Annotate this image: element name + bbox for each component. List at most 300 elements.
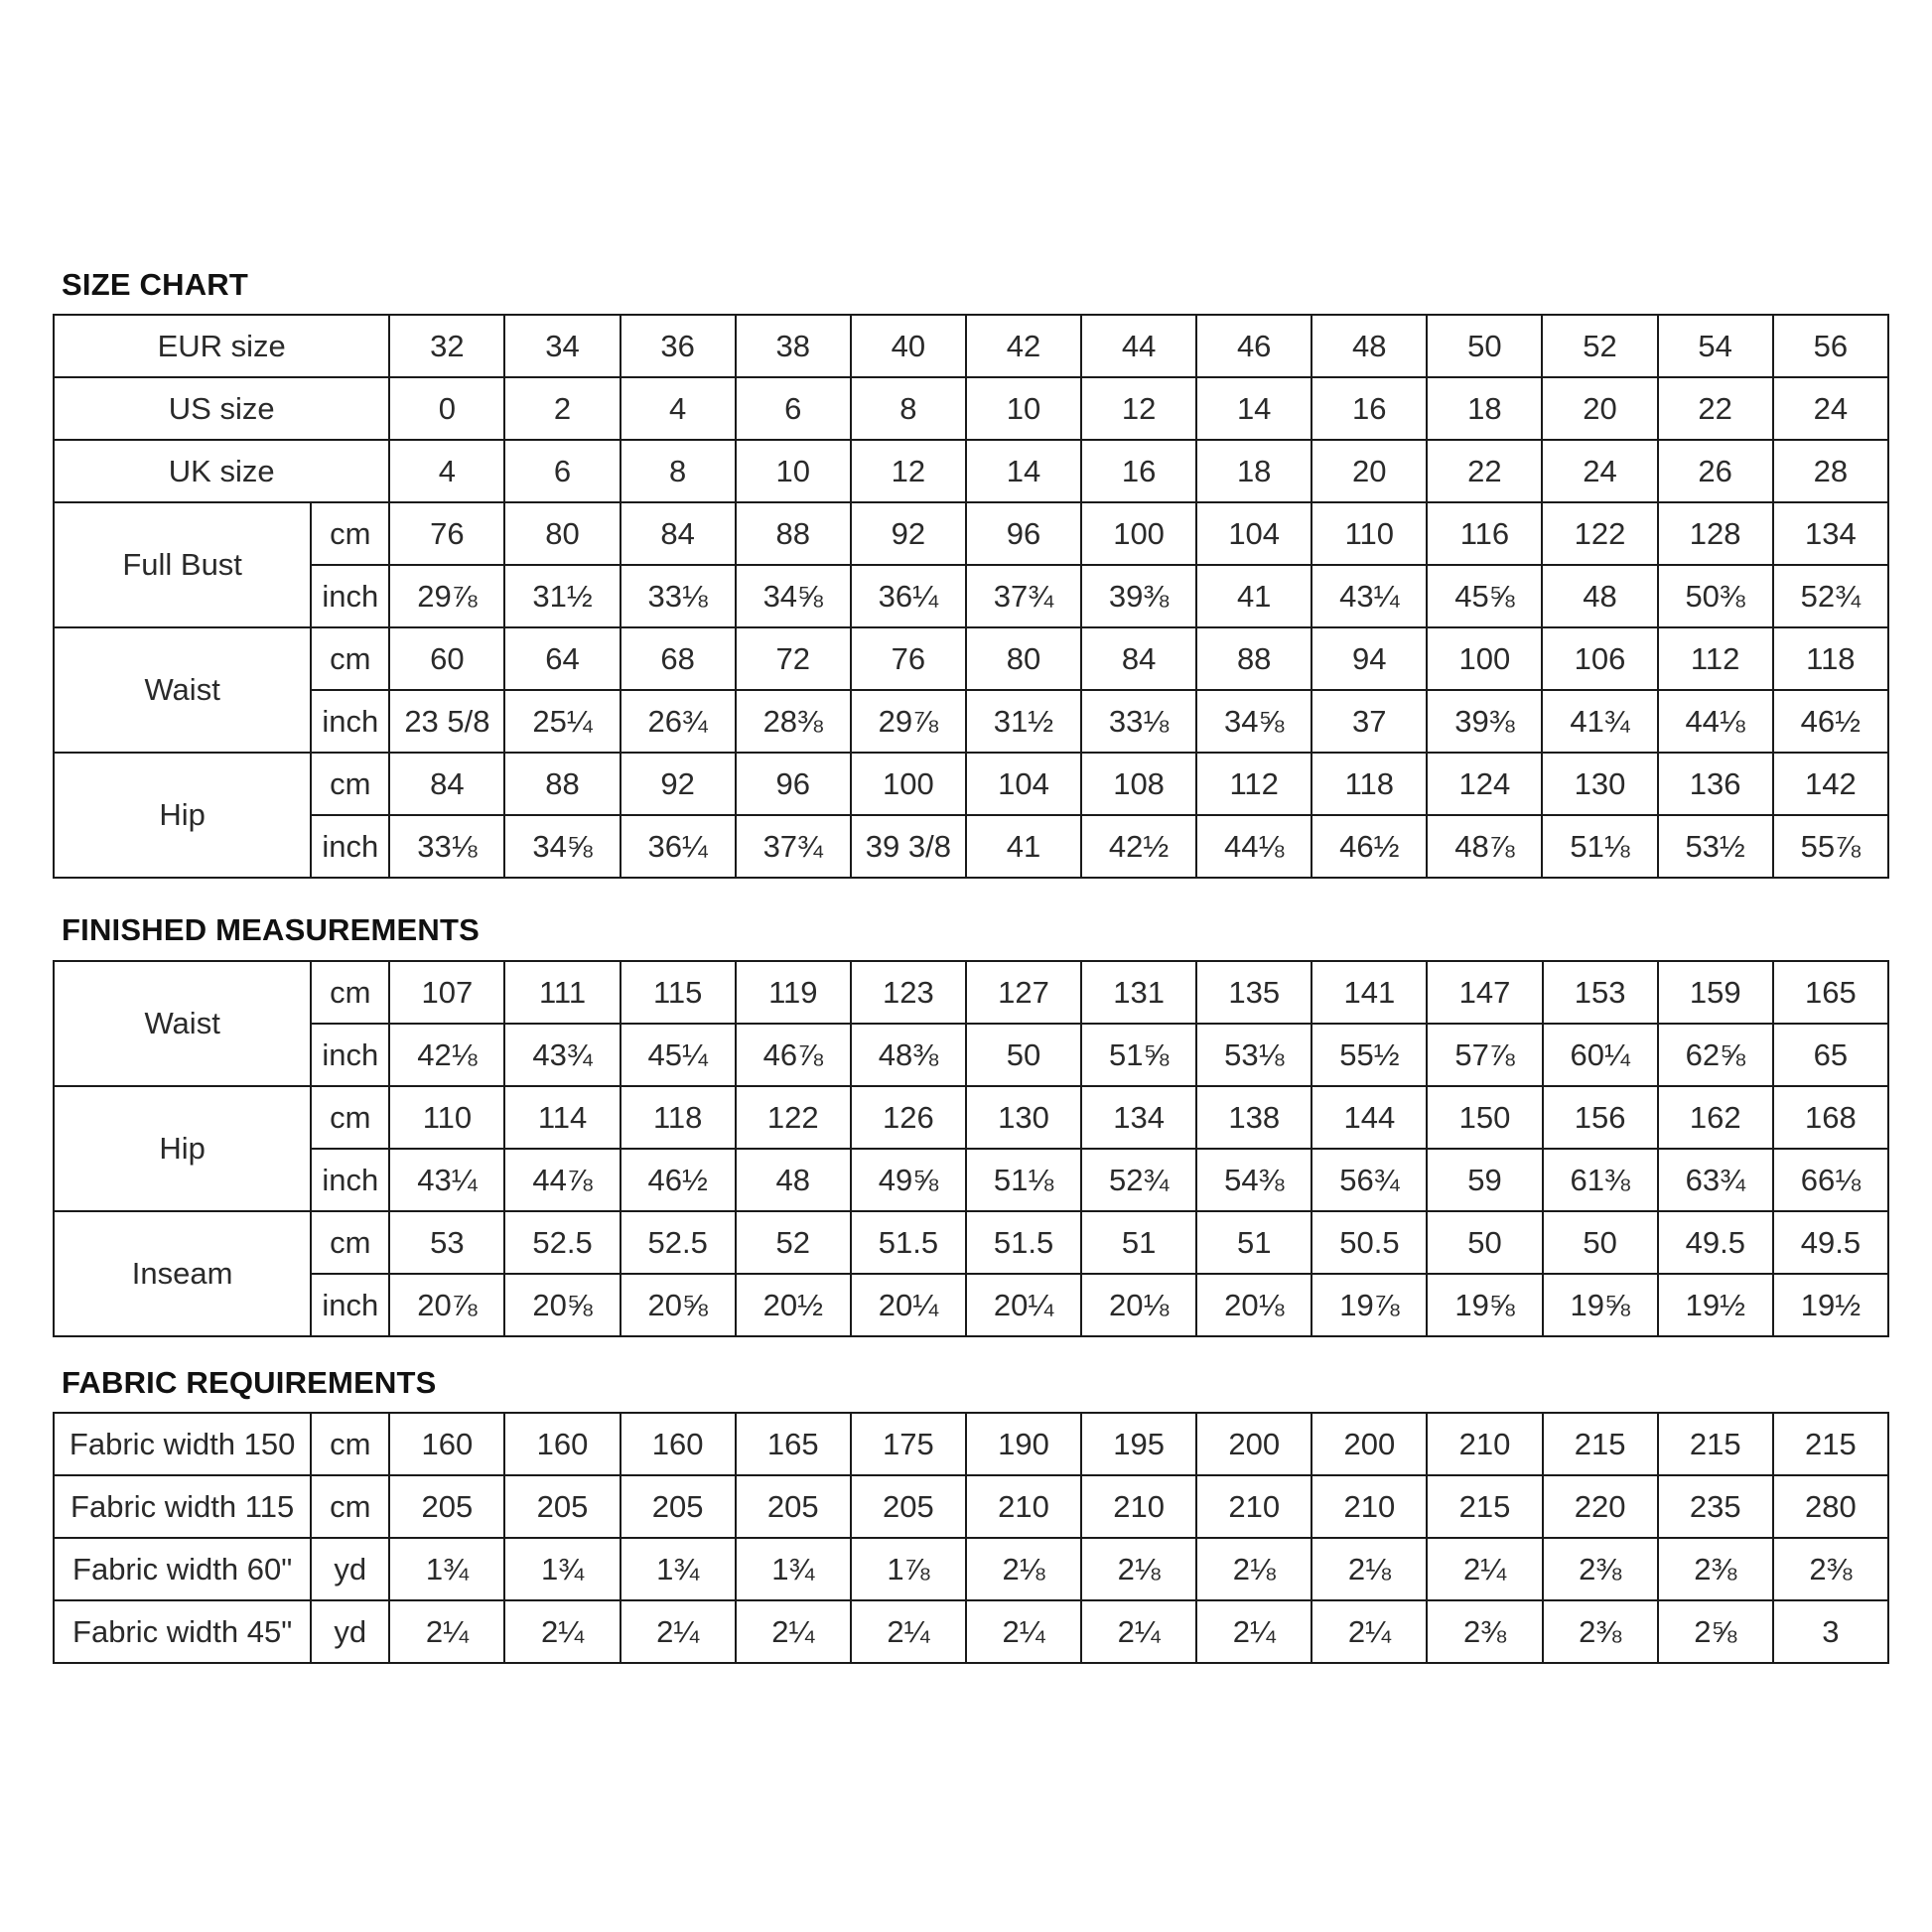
value-cell: 23 5/8: [389, 690, 504, 753]
value-cell: 2⅛: [966, 1538, 1081, 1600]
value-cell: 29⅞: [389, 565, 504, 627]
value-cell: 107: [389, 961, 504, 1024]
value-cell: 54: [1658, 315, 1773, 377]
value-cell: 65: [1773, 1024, 1888, 1086]
value-cell: 12: [1081, 377, 1196, 440]
fabric-row: [54, 1538, 1888, 1600]
value-cell: 32: [389, 315, 504, 377]
value-cell: 40: [851, 315, 966, 377]
size-system-label: UK size: [54, 440, 389, 502]
value-cell: 215: [1543, 1413, 1658, 1475]
value-cell: 34: [504, 315, 620, 377]
value-cell: 46⅞: [736, 1024, 851, 1086]
value-cell: 42⅛: [389, 1024, 504, 1086]
value-cell: 142: [1773, 753, 1888, 815]
value-cell: 59: [1427, 1149, 1542, 1211]
value-cell: 19⅞: [1311, 1274, 1427, 1336]
size-row: [54, 440, 1888, 502]
value-cell: 2¼: [1081, 1600, 1196, 1663]
value-cell: 43¼: [389, 1149, 504, 1211]
value-cell: 210: [966, 1475, 1081, 1538]
value-cell: 51.5: [851, 1211, 966, 1274]
value-cell: 2: [504, 377, 620, 440]
value-cell: 52: [736, 1211, 851, 1274]
value-cell: 2⅛: [1311, 1538, 1427, 1600]
value-cell: 22: [1427, 440, 1542, 502]
value-cell: 130: [1542, 753, 1657, 815]
value-cell: 50: [1427, 315, 1542, 377]
value-cell: 112: [1196, 753, 1311, 815]
value-cell: 160: [621, 1413, 736, 1475]
value-cell: 119: [736, 961, 851, 1024]
value-cell: 33⅛: [389, 815, 504, 878]
value-cell: 41: [1196, 565, 1311, 627]
value-cell: 68: [621, 627, 736, 690]
value-cell: 20⅛: [1081, 1274, 1196, 1336]
value-cell: 61⅜: [1543, 1149, 1658, 1211]
value-cell: 159: [1658, 961, 1773, 1024]
value-cell: 88: [504, 753, 620, 815]
value-cell: 122: [1542, 502, 1657, 565]
value-cell: 134: [1773, 502, 1888, 565]
value-cell: 128: [1658, 502, 1773, 565]
value-cell: 60: [389, 627, 504, 690]
value-cell: 2⅜: [1658, 1538, 1773, 1600]
unit-cell: cm: [311, 1086, 389, 1149]
value-cell: 49⅝: [851, 1149, 966, 1211]
value-cell: 19⅝: [1543, 1274, 1658, 1336]
value-cell: 108: [1081, 753, 1196, 815]
value-cell: 43¼: [1311, 565, 1427, 627]
value-cell: 14: [1196, 377, 1311, 440]
value-cell: 36¼: [621, 815, 736, 878]
value-cell: 52.5: [621, 1211, 736, 1274]
value-cell: 165: [1773, 961, 1888, 1024]
unit-cell: inch: [311, 815, 389, 878]
value-cell: 36¼: [851, 565, 966, 627]
value-cell: 52: [1542, 315, 1657, 377]
value-cell: 124: [1427, 753, 1542, 815]
value-cell: 130: [966, 1086, 1081, 1149]
unit-cell: inch: [311, 1274, 389, 1336]
value-cell: 153: [1543, 961, 1658, 1024]
value-cell: 156: [1543, 1086, 1658, 1149]
value-cell: 165: [736, 1413, 851, 1475]
value-cell: 94: [1311, 627, 1427, 690]
value-cell: 39⅜: [1081, 565, 1196, 627]
value-cell: 37: [1311, 690, 1427, 753]
value-cell: 88: [736, 502, 851, 565]
value-cell: 63¾: [1658, 1149, 1773, 1211]
unit-cell: cm: [311, 1211, 389, 1274]
value-cell: 160: [389, 1413, 504, 1475]
value-cell: 138: [1196, 1086, 1311, 1149]
value-cell: 48⅜: [851, 1024, 966, 1086]
measurement-row: [54, 753, 1888, 815]
value-cell: 190: [966, 1413, 1081, 1475]
value-cell: 10: [736, 440, 851, 502]
value-cell: 3: [1773, 1600, 1888, 1663]
fabric-width-label: Fabric width 150: [54, 1413, 311, 1475]
value-cell: 111: [504, 961, 620, 1024]
value-cell: 20: [1542, 377, 1657, 440]
value-cell: 76: [851, 627, 966, 690]
value-cell: 41¾: [1542, 690, 1657, 753]
value-cell: 52.5: [504, 1211, 620, 1274]
value-cell: 10: [966, 377, 1081, 440]
measurement-label: Hip: [54, 753, 311, 878]
unit-cell: yd: [311, 1600, 389, 1663]
value-cell: 55⅞: [1773, 815, 1888, 878]
value-cell: 39⅜: [1427, 690, 1542, 753]
size-row: [54, 315, 1888, 377]
value-cell: 84: [1081, 627, 1196, 690]
value-cell: 205: [736, 1475, 851, 1538]
value-cell: 210: [1311, 1475, 1427, 1538]
measurement-label: Waist: [54, 627, 311, 753]
value-cell: 20⅝: [504, 1274, 620, 1336]
value-cell: 135: [1196, 961, 1311, 1024]
value-cell: 215: [1773, 1413, 1888, 1475]
value-cell: 220: [1543, 1475, 1658, 1538]
value-cell: 100: [851, 753, 966, 815]
value-cell: 106: [1542, 627, 1657, 690]
value-cell: 19½: [1658, 1274, 1773, 1336]
value-cell: 1⅞: [851, 1538, 966, 1600]
value-cell: 115: [621, 961, 736, 1024]
value-cell: 48⅞: [1427, 815, 1542, 878]
measurement-row: [54, 690, 1888, 753]
value-cell: 52¾: [1773, 565, 1888, 627]
value-cell: 34⅝: [736, 565, 851, 627]
value-cell: 45¼: [621, 1024, 736, 1086]
unit-cell: cm: [311, 1475, 389, 1538]
value-cell: 6: [736, 377, 851, 440]
value-cell: 51⅛: [1542, 815, 1657, 878]
measurement-row: [54, 1274, 1888, 1336]
value-cell: 235: [1658, 1475, 1773, 1538]
value-cell: 2⅜: [1773, 1538, 1888, 1600]
value-cell: 31½: [966, 690, 1081, 753]
measurement-row: [54, 627, 1888, 690]
unit-cell: inch: [311, 565, 389, 627]
value-cell: 48: [736, 1149, 851, 1211]
value-cell: 162: [1658, 1086, 1773, 1149]
value-cell: 53⅛: [1196, 1024, 1311, 1086]
measurement-row: [54, 1086, 1888, 1149]
value-cell: 20¼: [966, 1274, 1081, 1336]
value-cell: 118: [1773, 627, 1888, 690]
value-cell: 136: [1658, 753, 1773, 815]
value-cell: 205: [504, 1475, 620, 1538]
value-cell: 215: [1427, 1475, 1542, 1538]
value-cell: 210: [1196, 1475, 1311, 1538]
value-cell: 46½: [1311, 815, 1427, 878]
value-cell: 29⅞: [851, 690, 966, 753]
value-cell: 2¼: [1427, 1538, 1542, 1600]
value-cell: 60¼: [1543, 1024, 1658, 1086]
value-cell: 49.5: [1658, 1211, 1773, 1274]
value-cell: 56: [1773, 315, 1888, 377]
value-cell: 84: [389, 753, 504, 815]
value-cell: 66⅛: [1773, 1149, 1888, 1211]
value-cell: 56¾: [1311, 1149, 1427, 1211]
value-cell: 210: [1081, 1475, 1196, 1538]
size-system-label: EUR size: [54, 315, 389, 377]
size-row: [54, 377, 1888, 440]
value-cell: 2¼: [966, 1600, 1081, 1663]
unit-cell: inch: [311, 1024, 389, 1086]
value-cell: 44: [1081, 315, 1196, 377]
value-cell: 1¾: [621, 1538, 736, 1600]
value-cell: 31½: [504, 565, 620, 627]
value-cell: 22: [1658, 377, 1773, 440]
value-cell: 127: [966, 961, 1081, 1024]
fabric-width-label: Fabric width 45": [54, 1600, 311, 1663]
value-cell: 42½: [1081, 815, 1196, 878]
unit-cell: cm: [311, 961, 389, 1024]
value-cell: 18: [1427, 377, 1542, 440]
value-cell: 92: [851, 502, 966, 565]
value-cell: 20⅝: [621, 1274, 736, 1336]
measurement-row: [54, 815, 1888, 878]
value-cell: 210: [1427, 1413, 1542, 1475]
value-cell: 2¼: [1196, 1600, 1311, 1663]
value-cell: 4: [621, 377, 736, 440]
value-cell: 110: [1311, 502, 1427, 565]
value-cell: 37¾: [736, 815, 851, 878]
value-cell: 20⅞: [389, 1274, 504, 1336]
value-cell: 195: [1081, 1413, 1196, 1475]
size-chart-table: [53, 314, 1889, 879]
value-cell: 8: [621, 440, 736, 502]
value-cell: 51⅝: [1081, 1024, 1196, 1086]
value-cell: 131: [1081, 961, 1196, 1024]
value-cell: 12: [851, 440, 966, 502]
value-cell: 50: [1543, 1211, 1658, 1274]
value-cell: 26¾: [621, 690, 736, 753]
value-cell: 123: [851, 961, 966, 1024]
unit-cell: inch: [311, 1149, 389, 1211]
value-cell: 2⅛: [1081, 1538, 1196, 1600]
value-cell: 62⅝: [1658, 1024, 1773, 1086]
value-cell: 1¾: [736, 1538, 851, 1600]
value-cell: 126: [851, 1086, 966, 1149]
measurement-row: [54, 1211, 1888, 1274]
finished-measurements-table: [53, 960, 1889, 1337]
value-cell: 122: [736, 1086, 851, 1149]
value-cell: 50: [1427, 1211, 1542, 1274]
value-cell: 51⅛: [966, 1149, 1081, 1211]
value-cell: 19½: [1773, 1274, 1888, 1336]
unit-cell: inch: [311, 690, 389, 753]
value-cell: 280: [1773, 1475, 1888, 1538]
value-cell: 44⅞: [504, 1149, 620, 1211]
size-chart-title: SIZE CHART: [62, 267, 248, 302]
value-cell: 134: [1081, 1086, 1196, 1149]
value-cell: 100: [1427, 627, 1542, 690]
value-cell: 150: [1427, 1086, 1542, 1149]
value-cell: 49.5: [1773, 1211, 1888, 1274]
value-cell: 64: [504, 627, 620, 690]
value-cell: 80: [504, 502, 620, 565]
finished-measurements-title: FINISHED MEASUREMENTS: [62, 912, 481, 947]
value-cell: 141: [1311, 961, 1427, 1024]
value-cell: 2⅜: [1543, 1538, 1658, 1600]
value-cell: 44⅛: [1658, 690, 1773, 753]
size-system-label: US size: [54, 377, 389, 440]
value-cell: 114: [504, 1086, 620, 1149]
value-cell: 4: [389, 440, 504, 502]
value-cell: 14: [966, 440, 1081, 502]
value-cell: 84: [621, 502, 736, 565]
fabric-requirements-title: FABRIC REQUIREMENTS: [62, 1365, 437, 1400]
fabric-row: [54, 1475, 1888, 1538]
fabric-requirements-table: [53, 1412, 1889, 1664]
value-cell: 20¼: [851, 1274, 966, 1336]
value-cell: 20⅛: [1196, 1274, 1311, 1336]
value-cell: 26: [1658, 440, 1773, 502]
value-cell: 39 3/8: [851, 815, 966, 878]
value-cell: 46: [1196, 315, 1311, 377]
value-cell: 2⅜: [1543, 1600, 1658, 1663]
value-cell: 0: [389, 377, 504, 440]
value-cell: 25¼: [504, 690, 620, 753]
value-cell: 175: [851, 1413, 966, 1475]
fabric-row: [54, 1413, 1888, 1475]
unit-cell: cm: [311, 753, 389, 815]
fabric-width-label: Fabric width 60": [54, 1538, 311, 1600]
value-cell: 205: [389, 1475, 504, 1538]
value-cell: 19⅝: [1427, 1274, 1542, 1336]
value-cell: 92: [621, 753, 736, 815]
value-cell: 80: [966, 627, 1081, 690]
value-cell: 28: [1773, 440, 1888, 502]
value-cell: 34⅝: [504, 815, 620, 878]
value-cell: 2¼: [1311, 1600, 1427, 1663]
value-cell: 100: [1081, 502, 1196, 565]
value-cell: 20: [1311, 440, 1427, 502]
value-cell: 8: [851, 377, 966, 440]
measurement-label: Inseam: [54, 1211, 311, 1336]
value-cell: 2¼: [389, 1600, 504, 1663]
value-cell: 147: [1427, 961, 1542, 1024]
unit-cell: cm: [311, 627, 389, 690]
measurement-row: [54, 565, 1888, 627]
value-cell: 160: [504, 1413, 620, 1475]
value-cell: 51: [1196, 1211, 1311, 1274]
unit-cell: cm: [311, 1413, 389, 1475]
unit-cell: yd: [311, 1538, 389, 1600]
measurement-row: [54, 1149, 1888, 1211]
value-cell: 96: [736, 753, 851, 815]
value-cell: 43¾: [504, 1024, 620, 1086]
measurement-row: [54, 1024, 1888, 1086]
value-cell: 24: [1773, 377, 1888, 440]
value-cell: 51: [1081, 1211, 1196, 1274]
value-cell: 168: [1773, 1086, 1888, 1149]
value-cell: 38: [736, 315, 851, 377]
value-cell: 36: [621, 315, 736, 377]
value-cell: 88: [1196, 627, 1311, 690]
value-cell: 205: [621, 1475, 736, 1538]
value-cell: 50.5: [1311, 1211, 1427, 1274]
value-cell: 118: [621, 1086, 736, 1149]
value-cell: 200: [1311, 1413, 1427, 1475]
measurement-row: [54, 961, 1888, 1024]
value-cell: 110: [389, 1086, 504, 1149]
value-cell: 1¾: [504, 1538, 620, 1600]
value-cell: 42: [966, 315, 1081, 377]
value-cell: 6: [504, 440, 620, 502]
value-cell: 2¼: [736, 1600, 851, 1663]
value-cell: 33⅛: [1081, 690, 1196, 753]
value-cell: 116: [1427, 502, 1542, 565]
value-cell: 53½: [1658, 815, 1773, 878]
value-cell: 33⅛: [621, 565, 736, 627]
value-cell: 28⅜: [736, 690, 851, 753]
fabric-width-label: Fabric width 115: [54, 1475, 311, 1538]
value-cell: 2¼: [621, 1600, 736, 1663]
value-cell: 2⅛: [1196, 1538, 1311, 1600]
value-cell: 44⅛: [1196, 815, 1311, 878]
measurement-label: Hip: [54, 1086, 311, 1211]
value-cell: 18: [1196, 440, 1311, 502]
value-cell: 57⅞: [1427, 1024, 1542, 1086]
value-cell: 50⅜: [1658, 565, 1773, 627]
value-cell: 41: [966, 815, 1081, 878]
value-cell: 104: [966, 753, 1081, 815]
value-cell: 215: [1658, 1413, 1773, 1475]
value-cell: 48: [1542, 565, 1657, 627]
value-cell: 200: [1196, 1413, 1311, 1475]
value-cell: 76: [389, 502, 504, 565]
value-cell: 2⅜: [1427, 1600, 1542, 1663]
value-cell: 46½: [621, 1149, 736, 1211]
fabric-row: [54, 1600, 1888, 1663]
value-cell: 112: [1658, 627, 1773, 690]
value-cell: 144: [1311, 1086, 1427, 1149]
value-cell: 51.5: [966, 1211, 1081, 1274]
value-cell: 16: [1081, 440, 1196, 502]
value-cell: 72: [736, 627, 851, 690]
value-cell: 53: [389, 1211, 504, 1274]
value-cell: 2¼: [851, 1600, 966, 1663]
value-cell: 20½: [736, 1274, 851, 1336]
value-cell: 205: [851, 1475, 966, 1538]
value-cell: 52¾: [1081, 1149, 1196, 1211]
unit-cell: cm: [311, 502, 389, 565]
value-cell: 24: [1542, 440, 1657, 502]
value-cell: 1¾: [389, 1538, 504, 1600]
value-cell: 34⅝: [1196, 690, 1311, 753]
value-cell: 54⅜: [1196, 1149, 1311, 1211]
value-cell: 96: [966, 502, 1081, 565]
value-cell: 50: [966, 1024, 1081, 1086]
measurement-label: Waist: [54, 961, 311, 1086]
value-cell: 16: [1311, 377, 1427, 440]
value-cell: 46½: [1773, 690, 1888, 753]
value-cell: 2¼: [504, 1600, 620, 1663]
value-cell: 118: [1311, 753, 1427, 815]
value-cell: 2⅝: [1658, 1600, 1773, 1663]
value-cell: 37¾: [966, 565, 1081, 627]
value-cell: 48: [1311, 315, 1427, 377]
value-cell: 104: [1196, 502, 1311, 565]
value-cell: 45⅝: [1427, 565, 1542, 627]
measurement-label: Full Bust: [54, 502, 311, 627]
measurement-row: [54, 502, 1888, 565]
